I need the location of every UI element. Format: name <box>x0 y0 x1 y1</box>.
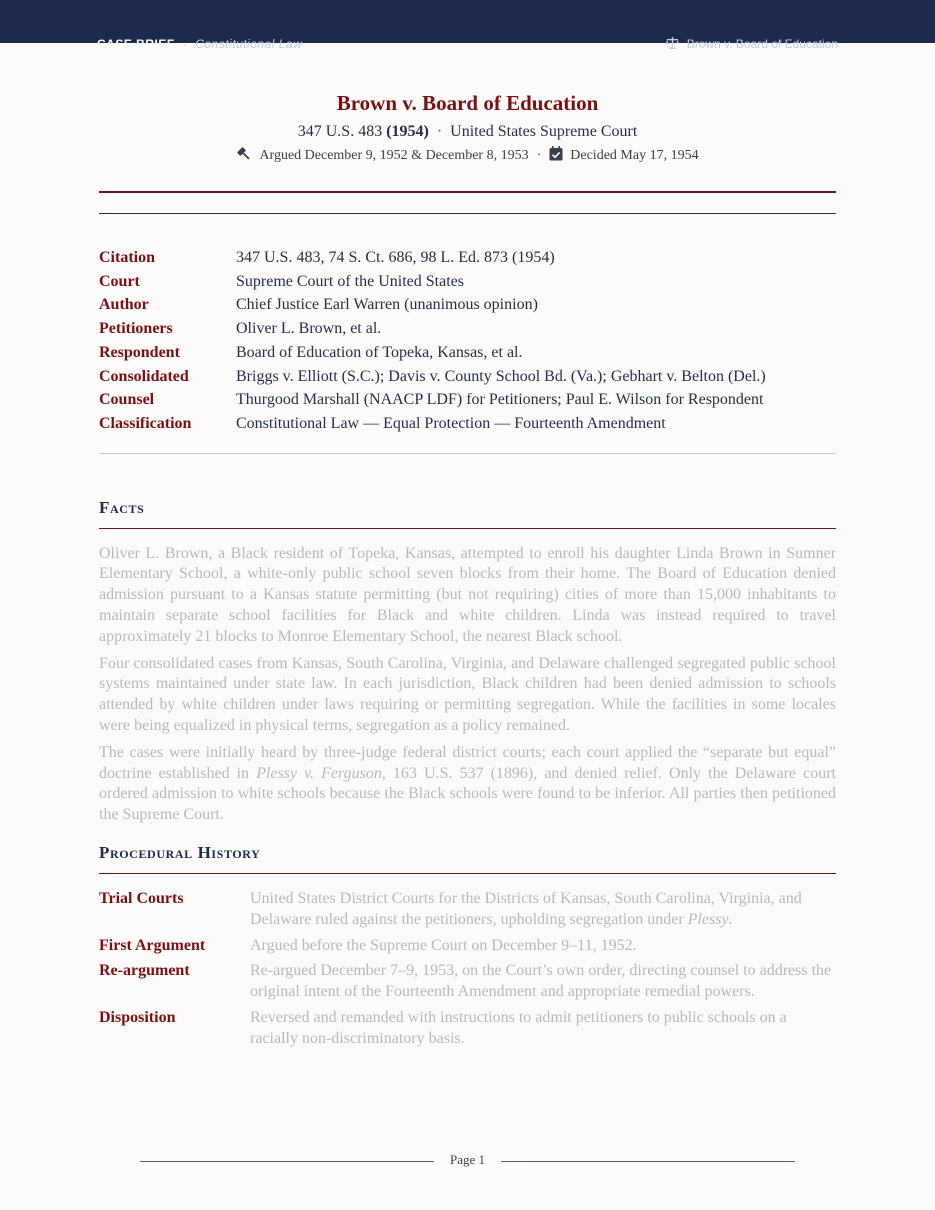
case-header <box>99 43 836 166</box>
procedural-value: Reversed and remanded with instructions to admit petitioners to public schools on a racially non-discriminatory basis. <box>250 1008 787 1047</box>
procedural-row <box>99 961 836 1003</box>
detail-value: Oliver L. Brown, et al. <box>236 320 382 338</box>
procedural-value: United States District Courts for the Districts of Kansas, South Carolina, Virginia, and Delaware ruled against the petitioners, upholding segregation under Plessy. <box>250 889 802 928</box>
detail-row <box>99 388 836 412</box>
procedural-row <box>99 1008 836 1050</box>
procedural-label: Disposition <box>99 1008 176 1026</box>
page-number: Page 1 <box>449 1152 486 1167</box>
procedural-label: Re-argument <box>99 962 190 980</box>
facts-heading: Facts <box>99 497 145 517</box>
facts-paragraph: Oliver L. Brown, a Black resident of Topeka, Kansas, attempted to enroll his daughter Linda Brown in Sumner Elementary School, a white-only public school seven blocks from their home. The Board of Education denied admission pursuant to a Kansas statute permitting (but not requiring) cities of more than 15,000 inhabitants to maintain separate school facilities for Black and white children. Linda was instead required to travel approximately 21 blocks to Monroe Elementary School, the nearest Black school. <box>99 544 836 645</box>
citation-line: 347 U.S. 483 (1954) · United States Supreme Court <box>297 123 638 140</box>
detail-row <box>99 246 836 270</box>
detail-value: Supreme Court of the United States <box>236 272 464 290</box>
decided-date: Decided May 17, 1954 <box>570 148 699 163</box>
detail-label: Consolidated <box>99 367 189 385</box>
reporter-citation: 347 U.S. 483 <box>297 123 383 140</box>
detail-value: Board of Education of Topeka, Kansas, et al. <box>236 343 523 361</box>
procedural-history-list <box>99 889 836 1050</box>
detail-row <box>99 341 836 365</box>
footer-rule-left <box>140 1161 434 1162</box>
brand-name: CASE BRIEF <box>97 37 175 51</box>
court-name: United States Supreme Court <box>450 123 638 140</box>
header-divider-red <box>99 191 836 193</box>
procedural-row <box>99 889 836 931</box>
top-bar <box>0 0 935 51</box>
page-footer <box>140 1150 795 1170</box>
argued-date: Argued December 9, 1952 & December 8, 1953 <box>259 148 529 163</box>
detail-label: Respondent <box>99 343 180 361</box>
detail-label: Court <box>99 272 140 290</box>
procedural-label: Trial Courts <box>99 889 184 907</box>
gavel-icon <box>236 147 252 161</box>
header-divider-navy <box>99 213 836 214</box>
detail-value: Chief Justice Earl Warren (unanimous opinion) <box>236 296 538 314</box>
detail-row <box>99 293 836 317</box>
facts-divider <box>99 528 836 529</box>
footer-rule-right <box>501 1161 795 1162</box>
dates-line: Argued December 9, 1952 & December 8, 1953 · Decided May 17, 1954 <box>99 146 836 166</box>
case-details-table <box>99 246 836 436</box>
detail-label: Classification <box>99 414 192 432</box>
detail-row <box>99 270 836 294</box>
procedural-label: First Argument <box>99 936 206 954</box>
procedural-row <box>99 936 836 957</box>
detail-value: 347 U.S. 483, 74 S. Ct. 686, 98 L. Ed. 873 (1954) <box>236 249 555 266</box>
brief-page <box>99 43 836 1055</box>
decision-year: (1954) <box>386 123 429 140</box>
detail-label: Author <box>99 296 149 314</box>
detail-value: Briggs v. Elliott (S.C.); Davis v. County School Bd. (Va.); Gebhart v. Belton (Del.) <box>236 367 766 385</box>
details-divider <box>99 453 836 454</box>
facts-paragraph: The cases were initially heard by three-judge federal district courts; each court applied the “separate but equal” doctrine established in Plessy v. Ferguson, 163 U.S. 537 (1896), and denied relief. Only the Delaware court ordered admission to white schools because the Black schools were found to be inferior. All parties then petitioned the Supreme Court. <box>99 743 836 824</box>
detail-value: Constitutional Law — Equal Protection — Fourteenth Amendment <box>236 414 666 432</box>
case-title: Brown v. Board of Education <box>336 91 599 115</box>
procedural-value: Argued before the Supreme Court on December 9–11, 1952. <box>250 936 637 954</box>
detail-row <box>99 412 836 436</box>
calendar-check-icon <box>549 146 563 161</box>
case-reference: Plessy v. Ferguson <box>256 764 382 782</box>
procedural-value: Re-argued December 7–9, 1953, on the Court’s own order, directing counsel to address the original intent of the Fourteenth Amendment and appropriate remedial powers. <box>250 962 832 1001</box>
detail-label: Counsel <box>99 391 155 409</box>
procedural-divider <box>99 873 836 874</box>
detail-label: Petitioners <box>99 320 173 338</box>
facts-paragraph: Four consolidated cases from Kansas, South Carolina, Virginia, and Delaware challenged segregated public school systems maintained under state law. In each jurisdiction, Black children had been denied admission to schools attended by white children under laws requiring or permitting segregation. While the facilities in some locales were being equalized in physical terms, segregation as a policy remained. <box>99 654 836 734</box>
detail-label: Citation <box>99 249 155 266</box>
brand-label: CASE BRIEF · Constitutional Law <box>97 37 303 51</box>
detail-value: Thurgood Marshall (NAACP LDF) for Petitioners; Paul E. Wilson for Respondent <box>236 391 764 409</box>
detail-row <box>99 365 836 389</box>
case-short-name: Brown v. Board of Education <box>686 37 838 51</box>
detail-row <box>99 317 836 341</box>
practice-area: Constitutional Law <box>195 37 303 51</box>
procedural-history-heading: Procedural History <box>99 842 261 862</box>
